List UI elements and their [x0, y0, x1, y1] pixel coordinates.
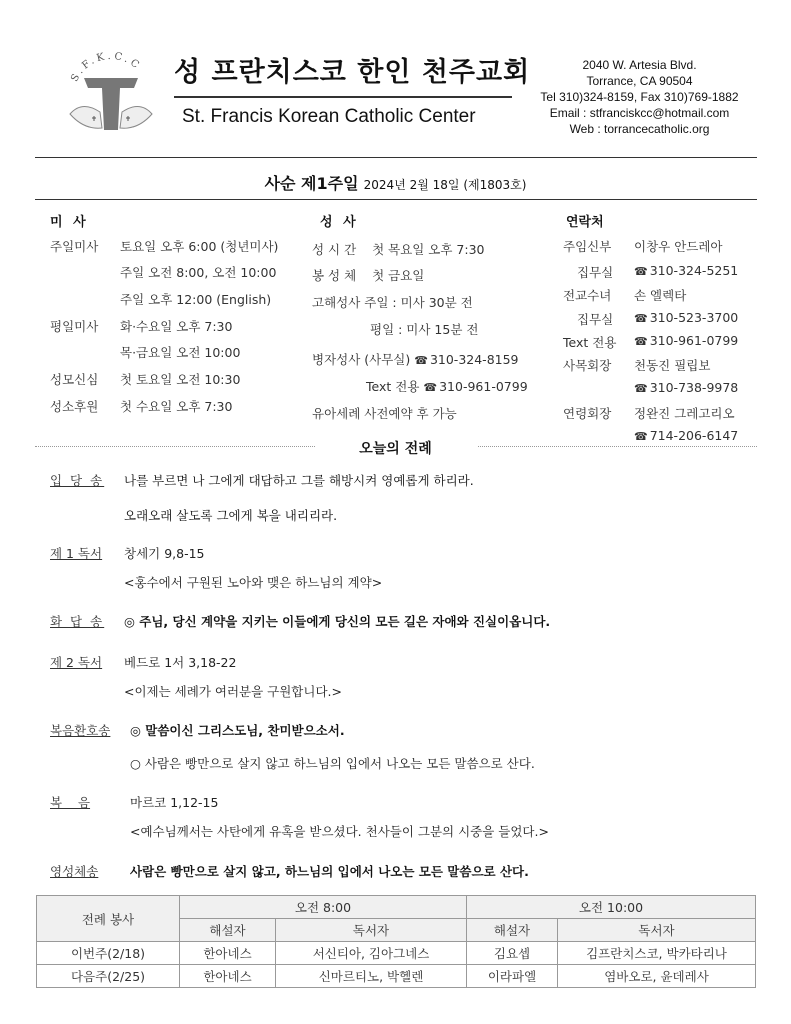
- table-cell: 김프란치스코, 박카타리나: [558, 942, 756, 965]
- acclamation-text: ◎ 말씀이신 그리스도님, 찬미받으소서.: [130, 723, 345, 738]
- group-header: 오전 8:00: [180, 896, 467, 919]
- entrance-label: 입 당 송: [50, 473, 105, 488]
- mass-label: 성모신심: [50, 372, 99, 387]
- web-line: Web : torrancecatholic.org: [569, 122, 710, 136]
- column-header: 해설자: [467, 919, 558, 942]
- mass-time: 화·수요일 오후 7:30: [120, 319, 233, 334]
- table-corner-cell: 전례 봉사: [37, 896, 180, 942]
- contact-label: 연령회장: [563, 406, 612, 421]
- contact-label: 주임신부: [563, 239, 612, 254]
- reading1-citation: 창세기 9,8-15: [124, 546, 205, 561]
- sacrament-label: Text 전용: [366, 379, 420, 394]
- phone-number: ☎ 310-738-9978: [634, 380, 738, 395]
- table-cell: 다음주(2/25): [37, 965, 180, 988]
- church-logo: [62, 44, 160, 142]
- week-heading: [0, 171, 791, 194]
- entrance-text: 오래오래 살도록 그에게 복을 내리리라.: [124, 508, 338, 523]
- acclamation-label: 복음환호송: [50, 723, 111, 738]
- sacrament-row: [366, 377, 528, 395]
- liturgy-service-table: [36, 895, 756, 988]
- svg-text:S.F.K.C.C: S.F.K.C.C: [69, 50, 144, 84]
- table-cell: 이라파엘: [467, 965, 558, 988]
- church-contact-info: [532, 57, 747, 137]
- sacrament-row: 성 시 간 첫 목요일 오후 7:30: [312, 242, 485, 257]
- phone-number: ☎ 310-961-0799: [423, 379, 527, 394]
- contact-label: 전교수녀: [563, 288, 612, 303]
- table-header-row: [37, 896, 756, 919]
- city-line: Torrance, CA 90504: [586, 74, 693, 88]
- week-date: 2024년 2월 18일 (제1803호): [363, 178, 527, 192]
- psalm-label: 화 답 송: [50, 614, 105, 629]
- mass-time: 첫 토요일 오전 10:30: [120, 372, 241, 387]
- sacrament-heading: 성 사: [320, 215, 359, 230]
- mass-label: 주일미사: [50, 239, 99, 254]
- email-line: Email : stfranciskcc@hotmail.com: [549, 106, 730, 120]
- psalm-response: ◎ 주님, 당신 계약을 지키는 이들에게 당신의 모든 길은 자애와 진실이옵니다.: [124, 614, 551, 629]
- divider-week: [35, 199, 757, 200]
- contact-value: 천동진 필립보: [634, 358, 711, 373]
- table-cell: 한아네스: [180, 965, 276, 988]
- table-cell: 한아네스: [180, 942, 276, 965]
- phone-number: ☎ 310-961-0799: [634, 333, 738, 348]
- liturgy-title: 오늘의 전례: [359, 441, 432, 457]
- sacrament-row: 평일 : 미사 15분 전: [370, 322, 479, 337]
- contact-label: 집무실: [577, 265, 614, 280]
- contact-value: 손 엘렉타: [634, 288, 687, 303]
- mass-time: 토요일 오후 6:00 (청년미사): [120, 239, 279, 254]
- communion-text: 사람은 빵만으로 살지 않고, 하느님의 입에서 나오는 모든 말씀으로 산다.: [130, 864, 529, 879]
- contact-value: 이창우 안드레아: [634, 239, 723, 254]
- table-cell: 김요셉: [467, 942, 558, 965]
- mass-time: 주일 오후 12:00 (English): [120, 292, 272, 307]
- phone-number: ☎ 310-324-5251: [634, 263, 738, 278]
- phone-line: Tel 310)324-8159, Fax 310)769-1882: [540, 90, 739, 104]
- group-header: 오전 10:00: [467, 896, 756, 919]
- sacrament-row: 봉 성 체 첫 금요일: [312, 268, 425, 283]
- column-header: 독서자: [558, 919, 756, 942]
- mass-heading: 미 사: [50, 215, 89, 230]
- reading2-label: 제 2 독서: [50, 655, 103, 670]
- table-row: [37, 965, 756, 988]
- gospel-summary: <예수님께서는 사탄에게 유혹을 받으셨다. 천사들이 그분의 시중을 들었다.>: [130, 824, 549, 839]
- reading2-citation: 베드로 1서 3,18-22: [124, 655, 237, 670]
- reading1-label: 제 1 독서: [50, 546, 103, 561]
- table-row: [37, 942, 756, 965]
- reading1-summary: <홍수에서 구원된 노아와 맺은 하느님의 계약>: [124, 575, 383, 590]
- table-cell: 이번주(2/18): [37, 942, 180, 965]
- mass-time: 주일 오전 8:00, 오전 10:00: [120, 265, 277, 280]
- mass-time: 목·금요일 오전 10:00: [120, 345, 241, 360]
- contact-label: 사목회장: [563, 358, 612, 373]
- communion-label: 영성체송: [50, 864, 99, 879]
- address-line: 2040 W. Artesia Blvd.: [582, 58, 697, 72]
- week-name: 사순 제1주일: [264, 174, 359, 193]
- entrance-text: 나를 부르면 나 그에게 대답하고 그를 해방시켜 영예롭게 하리라.: [124, 473, 474, 488]
- phone-number: ☎ 310-324-8159: [414, 352, 518, 367]
- column-header: 독서자: [276, 919, 467, 942]
- gospel-citation: 마르코 1,12-15: [130, 795, 219, 810]
- sacrament-label: 병자성사 (사무실): [312, 352, 411, 367]
- phone-number: ☎ 714-206-6147: [634, 428, 738, 443]
- section-divider-right: [478, 446, 757, 447]
- sacrament-row: 유아세례 사전예약 후 가능: [312, 406, 457, 421]
- reading2-summary: <이제는 세례가 여러분을 구원합니다.>: [124, 684, 342, 699]
- church-name-korean: 성 프란치스코 한인 천주교회: [174, 57, 531, 88]
- mass-time: 첫 수요일 오후 7:30: [120, 399, 233, 414]
- phone-number: ☎ 310-523-3700: [634, 310, 738, 325]
- mass-label: 성소후원: [50, 399, 99, 414]
- table-cell: 염바오로, 윤데레사: [558, 965, 756, 988]
- sacrament-row: [312, 350, 519, 368]
- acclamation-verse: ○ 사람은 빵만으로 살지 않고 하느님의 입에서 나오는 모든 말씀으로 산다.: [130, 756, 535, 771]
- contact-label: 집무실: [577, 312, 614, 327]
- sacrament-row: 고해성사 주일 : 미사 30분 전: [312, 295, 473, 310]
- table-cell: 서신티아, 김아그네스: [276, 942, 467, 965]
- divider-top: [35, 157, 757, 158]
- mass-label: 평일미사: [50, 319, 99, 334]
- church-name-english: St. Francis Korean Catholic Center: [182, 106, 476, 127]
- contact-label: Text 전용: [563, 335, 617, 350]
- table-cell: 신마르티노, 박헬렌: [276, 965, 467, 988]
- column-header: 해설자: [180, 919, 276, 942]
- contacts-heading: 연락처: [566, 215, 604, 230]
- gospel-label: 복 음: [50, 795, 91, 810]
- title-underline: [174, 96, 512, 98]
- contact-value: 정완진 그레고리오: [634, 406, 735, 421]
